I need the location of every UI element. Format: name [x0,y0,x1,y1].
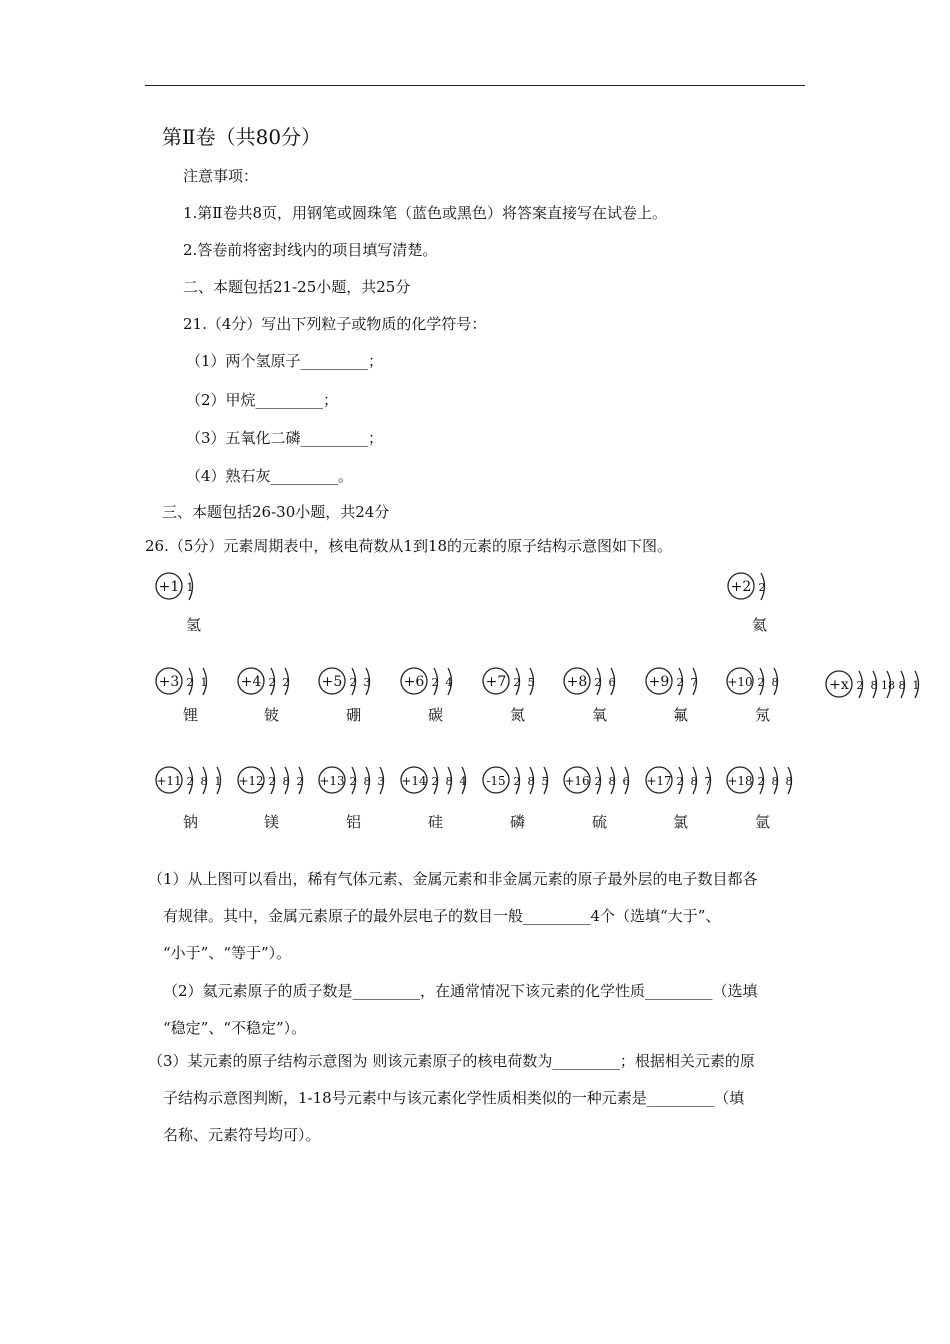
nucleus-charge: +1 [158,579,180,595]
section-2-heading: 二、本题包括21-25小题，共25分 [183,278,411,296]
electron-count: 2 [349,676,357,689]
electron-count: 2 [758,581,766,594]
atom-15-diagram [482,764,562,802]
electron-count: 2 [757,676,765,689]
q26-part3-line1: （3）某元素的原子结构示意图为 则该元素原子的核电荷数为_________；根据相关元素的原 [148,1052,755,1070]
nucleus-charge: +14 [401,774,427,788]
electron-count: 2 [594,676,602,689]
electron-count: 6 [608,676,616,689]
nucleus-charge: +5 [321,674,343,690]
element-name: 氯 [673,813,689,831]
electron-count: 6 [622,775,630,788]
element-name: 氦 [752,616,768,634]
notice-heading: 注意事项： [183,167,259,185]
q21-item-4: （4）熟石灰_________。 [186,467,354,485]
atom-7-diagram [482,665,548,703]
atom-1-diagram [155,570,207,608]
q26-part2-line1: （2）氦元素原子的质子数是_________，在通常情况下该元素的化学性质_________（选填 [163,982,758,1000]
element-name: 氧 [592,706,608,724]
section-title: 第Ⅱ卷（共80分） [162,125,322,149]
electron-count: 2 [856,679,864,692]
element-name: 氟 [673,706,689,724]
electron-count: 2 [349,775,357,788]
element-name: 氩 [755,813,771,831]
electron-count: 2 [431,775,439,788]
nucleus-charge: +9 [648,674,670,690]
electron-count: 7 [690,676,698,689]
electron-count: 4 [459,775,467,788]
electron-count: 18 [881,679,895,692]
nucleus-charge: +7 [485,674,507,690]
electron-count: 2 [282,676,290,689]
electron-count: 2 [676,775,684,788]
electron-count: 8 [785,775,793,788]
electron-count: 2 [268,676,276,689]
q26-part1-line2: 有规律。其中，金属元素原子的最外层电子的数目一般_________4个（选填“大于”、 [163,907,721,925]
nucleus-charge: +4 [240,674,262,690]
nucleus-charge: +6 [403,674,425,690]
electron-count: 3 [363,676,371,689]
nucleus-charge: +10 [727,675,753,689]
element-name: 钠 [183,813,199,831]
atom-13-diagram [318,764,398,802]
electron-count: 2 [268,775,276,788]
electron-count: 8 [898,679,906,692]
electron-count: 5 [541,775,549,788]
element-name: 硅 [428,813,444,831]
electron-count: 8 [527,775,535,788]
nucleus-charge: +2 [730,579,752,595]
q26-part1-line1: （1）从上图可以看出，稀有气体元素、金属元素和非金属元素的原子最外层的电子数目都各 [148,870,758,888]
electron-count: 3 [377,775,385,788]
nucleus-charge: +13 [319,774,345,788]
electron-count: 8 [870,679,878,692]
electron-count: 2 [513,775,521,788]
electron-count: 2 [186,775,194,788]
electron-count: 1 [200,676,208,689]
electron-count: 2 [513,676,521,689]
element-name: 铍 [264,706,280,724]
electron-count: 5 [527,676,535,689]
section-3-heading: 三、本题包括26-30小题，共24分 [162,503,390,521]
electron-count: 1 [912,679,920,692]
q26-part3-line3: 名称、元素符号均可）。 [163,1126,321,1144]
q21-item-3: （3）五氧化二磷_________； [186,429,384,447]
atom-18-diagram [726,764,806,802]
electron-count: 2 [676,676,684,689]
nucleus-charge: +3 [158,674,180,690]
atom-17-diagram [645,764,725,802]
nucleus-charge: +x [829,677,849,693]
electron-count: 2 [594,775,602,788]
electron-count: 1 [186,581,194,594]
header-rule [145,85,805,86]
q26-part3-line2: 子结构示意图判断，1-18号元素中与该元素化学性质相类似的一种元素是_________（填 [163,1089,745,1107]
electron-count: 7 [704,775,712,788]
atom-12-diagram [237,764,317,802]
atom-16-diagram [563,764,643,802]
electron-count: 2 [431,676,439,689]
atom-14-diagram [400,764,480,802]
atom-9-diagram [645,665,711,703]
element-name: 磷 [510,813,526,831]
electron-count: 2 [757,775,765,788]
unknown-atom-diagram [825,668,933,706]
atom-5-diagram [318,665,384,703]
q21-item-2: （2）甲烷_________； [186,391,339,409]
electron-count: 8 [771,775,779,788]
electron-count: 8 [282,775,290,788]
atom-3-diagram [155,665,221,703]
element-name: 氢 [186,616,202,634]
electron-count: 4 [445,676,453,689]
electron-count: 8 [608,775,616,788]
electron-count: 8 [200,775,208,788]
q26-stem: 26.（5分）元素周期表中，核电荷数从1到18的元素的原子结构示意图如下图。 [145,537,673,555]
nucleus-charge: +18 [727,774,753,788]
element-name: 碳 [428,706,444,724]
nucleus-charge: -15 [486,774,506,788]
atom-4-diagram [237,665,303,703]
electron-count: 2 [186,676,194,689]
nucleus-charge: +8 [566,674,588,690]
q26-part2-line2: “稳定”、“不稳定”）。 [163,1019,307,1037]
atom-2-diagram [727,570,779,608]
element-name: 氖 [755,706,771,724]
nucleus-charge: +12 [238,774,264,788]
electron-count: 8 [363,775,371,788]
element-name: 镁 [264,813,280,831]
nucleus-charge: +17 [646,774,672,788]
atom-8-diagram [563,665,629,703]
electron-count: 8 [771,676,779,689]
element-name: 氮 [510,706,526,724]
notice-item-1: 1.第Ⅱ卷共8页，用钢笔或圆珠笔（蓝色或黑色）将答案直接写在试卷上。 [183,204,668,222]
element-name: 锂 [183,706,199,724]
q21-stem: 21.（4分）写出下列粒子或物质的化学符号： [183,315,487,333]
notice-item-2: 2.答卷前将密封线内的项目填写清楚。 [183,241,438,259]
q26-part1-line3: “小于”、“等于”）。 [163,944,292,962]
nucleus-charge: +11 [156,774,182,788]
element-name: 硼 [346,706,362,724]
q21-item-1: （1）两个氢原子_________； [186,352,384,370]
atom-10-diagram [726,665,792,703]
element-name: 硫 [592,813,608,831]
atom-11-diagram [155,764,235,802]
electron-count: 8 [445,775,453,788]
atom-6-diagram [400,665,466,703]
electron-count: 1 [214,775,222,788]
nucleus-charge: +16 [564,774,590,788]
electron-count: 8 [690,775,698,788]
electron-count: 2 [296,775,304,788]
element-name: 铝 [346,813,362,831]
